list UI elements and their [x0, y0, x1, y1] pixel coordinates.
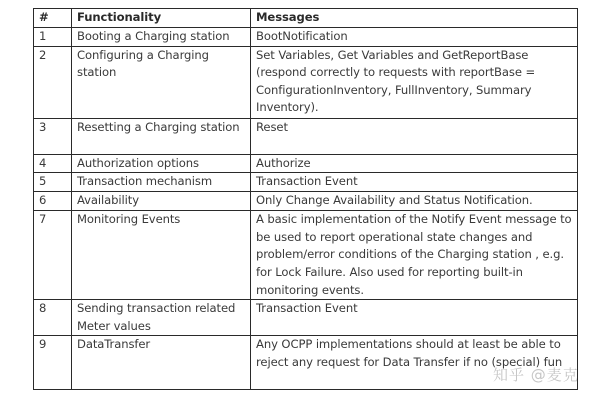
cell-messages: Authorize — [251, 154, 578, 173]
table-row — [34, 46, 578, 118]
cell-number: 7 — [34, 211, 72, 300]
table-row — [34, 173, 578, 192]
cell-number: 3 — [34, 118, 72, 154]
header-number: # — [34, 9, 72, 28]
cell-functionality: Sending transaction related Meter values — [72, 300, 251, 336]
cell-number: 5 — [34, 173, 72, 192]
header-functionality: Functionality — [72, 9, 251, 28]
table-header-row — [34, 9, 578, 28]
cell-functionality: Configuring a Charging station — [72, 46, 251, 118]
cell-functionality: Authorization options — [72, 154, 251, 173]
cell-messages: Set Variables, Get Variables and GetReportBase (respond correctly to requests with reportBase = ConfigurationInventory, FullInventory, Summary Inventory). — [251, 46, 578, 118]
header-messages: Messages — [251, 9, 578, 28]
cell-functionality: DataTransfer — [72, 336, 251, 390]
cell-number: 2 — [34, 46, 72, 118]
table-row — [34, 336, 578, 390]
cell-messages: Reset — [251, 118, 578, 154]
cell-functionality: Booting a Charging station — [72, 28, 251, 47]
zhihu-watermark: 知乎 @麦克 — [493, 366, 579, 384]
ocpp-functionality-table — [33, 8, 578, 390]
cell-functionality: Resetting a Charging station — [72, 118, 251, 154]
cell-functionality: Transaction mechanism — [72, 173, 251, 192]
cell-number: 6 — [34, 192, 72, 211]
cell-number: 4 — [34, 154, 72, 173]
cell-number: 9 — [34, 336, 72, 390]
cell-messages: Transaction Event — [251, 173, 578, 192]
table-row — [34, 28, 578, 47]
cell-number: 8 — [34, 300, 72, 336]
cell-messages: Only Change Availability and Status Notification. — [251, 192, 578, 211]
cell-messages: Transaction Event — [251, 300, 578, 336]
cell-functionality: Monitoring Events — [72, 211, 251, 300]
table-row — [34, 192, 578, 211]
cell-messages: A basic implementation of the Notify Event message to be used to report operational state changes and problem/error conditions of the Charging station , e.g. for Lock Failure. Also used for reporting built-in monitoring events. — [251, 211, 578, 300]
table-row — [34, 300, 578, 336]
cell-messages: BootNotification — [251, 28, 578, 47]
cell-messages: Any OCPP implementations should at least be able to reject any request for Data Transfer if no (special) fun — [251, 336, 578, 390]
table-row — [34, 154, 578, 173]
table-row — [34, 211, 578, 300]
cell-number: 1 — [34, 28, 72, 47]
cell-functionality: Availability — [72, 192, 251, 211]
table-row — [34, 118, 578, 154]
